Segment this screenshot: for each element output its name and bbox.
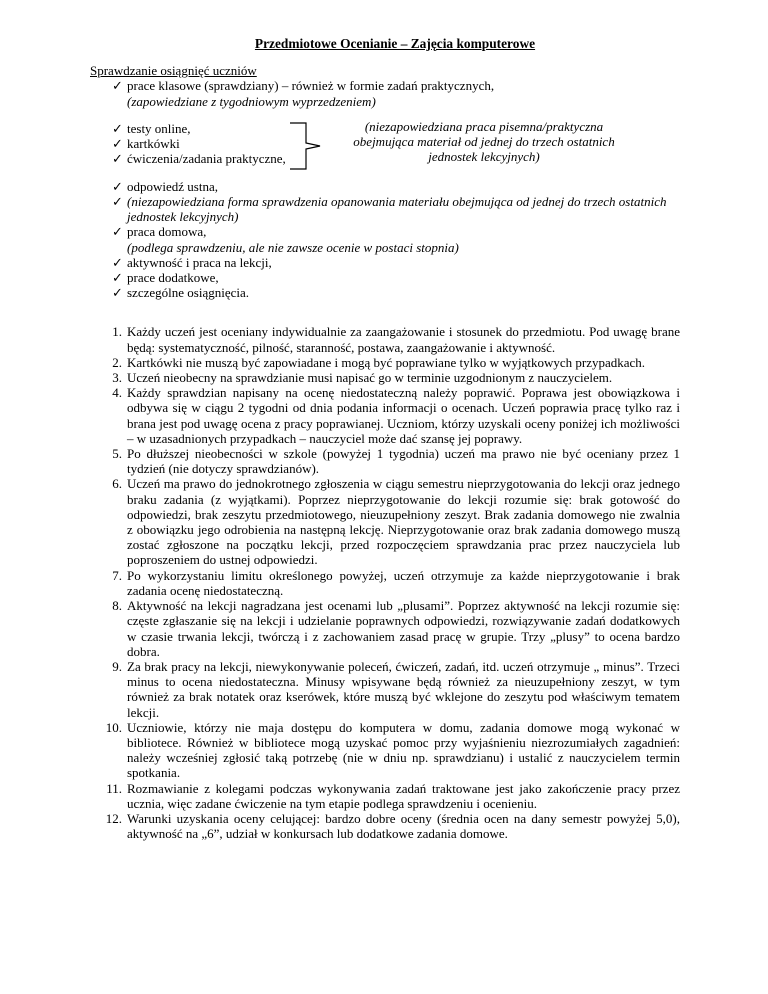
list-item-text: testy online, <box>127 120 191 136</box>
rule-number: 11. <box>106 780 122 796</box>
rule-text: Uczeń nieobecny na sprawdzianie musi napisać go w terminie uzgodnionym z nauczycielem. <box>127 370 613 386</box>
check-mark-icon: ✓ <box>112 285 123 301</box>
rule-item <box>90 476 680 567</box>
list-item-text: prace klasowe (sprawdziany) – również w formie zadań praktycznych, <box>127 78 495 94</box>
rule-text: Aktywność na lekcji nagradzana jest ocenami lub „plusami”. Poprzez aktywność na lekcji rozumie się: częste zgłaszanie się na lekcji i udzielanie poprawnych odpowiedzi, rozwiązywanie zadań dodatkowych w czasie trwania lekcji, twórczą i z zachowaniem zasad pracę w grupie. Trzy „plusy” to ocena bardzo dobra. <box>127 598 680 659</box>
rule-number: 9. <box>112 658 122 674</box>
rule-item <box>90 324 680 354</box>
rule-item <box>90 370 680 385</box>
rule-text: Każdy sprawdzian napisany na ocenę niedostateczną należy poprawić. Poprawa jest obowiązkowa i odbywa się w ciągu 2 tygodni od dnia podania informacji o ocenach. Uczeń poprawia pracę tylko raz i brana jest pod uwagę ocena z pracy poprawianej. Uczniom, którzy uzyskali oceny poniżej ich możliwości – w uzasadnionych przypadkach – nauczyciel może dać szansę jej poprawy. <box>127 385 680 446</box>
list-item-note: (niezapowiedziana forma sprawdzenia opanowania materiału obejmująca od jednej do trzech ostatnich jednostek lekcyjnych) <box>127 194 667 225</box>
check-mark-icon: ✓ <box>112 78 123 94</box>
rule-item <box>90 781 680 811</box>
list-item-text: aktywność i praca na lekcji, <box>127 254 272 270</box>
rule-text: Po wykorzystaniu limitu określonego powyżej, uczeń otrzymuje za każde nieprzygotowanie i brak zadania ocenę niedostateczną. <box>127 567 680 598</box>
list-item <box>90 179 680 194</box>
list-item-note: (zapowiedziane z tygodniowym wyprzedzeniem) <box>127 93 376 109</box>
list-item-text: praca domowa, <box>127 224 207 240</box>
check-mark-icon: ✓ <box>112 136 123 152</box>
list-item-note: (podlega sprawdzeniu, ale nie zawsze ocenie w postaci stopnia) <box>127 239 459 255</box>
rule-item <box>90 385 680 446</box>
grouped-items <box>90 118 680 167</box>
rule-text: Każdy uczeń jest oceniany indywidualnie za zaangażowanie i stosunek do przedmiotu. Pod uwagę brane będą: systematyczność, pilność, staranność, postawa, zaangażowanie i aktywność. <box>127 324 680 355</box>
list-item <box>90 270 680 285</box>
rule-number: 5. <box>112 446 122 462</box>
rule-item <box>90 720 680 781</box>
rule-text: Kartkówki nie muszą być zapowiadane i mogą być poprawiane tylko w wyjątkowych przypadkach. <box>127 354 646 370</box>
rule-number: 8. <box>112 598 122 614</box>
rule-item <box>90 568 680 598</box>
list-item-text: prace dodatkowe, <box>127 270 219 286</box>
rule-item <box>90 811 680 841</box>
rule-item <box>90 598 680 659</box>
rule-text: Uczniowie, którzy nie maja dostępu do komputera w domu, zadania domowe mogą wykonać w bibliotece. Również w bibliotece mogą uzyskać pomoc przy wyjaśnieniu niezrozumiałych zagadnień: należy wcześniej zgłosić taką potrzebę (nie w dniu np. sprawdzianu) i ustalić z nauczycielem termin spotkania. <box>127 719 680 781</box>
check-mark-icon: ✓ <box>112 194 123 210</box>
check-mark-icon: ✓ <box>112 254 123 270</box>
rules-list <box>90 324 680 841</box>
check-mark-icon: ✓ <box>112 270 123 286</box>
rule-text: Uczeń ma prawo do jednokrotnego zgłoszenia w ciągu semestru nieprzygotowania do lekcji oraz jednego braku zadania (z wyjątkami). Poprzez nieprzygotowanie do lekcji rozumie się: brak gotowość do odpowiedzi, brak zeszytu przedmiotowego, nieuzupełniony zeszyt. Brak zadania domowego nie zwalnia z obowiązku jego odrobienia na następną lekcję. Nieprzygotowanie oraz brak zadania domowego muszą zostać zgłoszone na początku lekcji, przed rozpoczęciem sprawdzania prac przez nauczyciela lub poproszeniem do ustnej odpowiedzi. <box>127 476 680 568</box>
group-note: (niezapowiedziana praca pisemna/praktyczna obejmująca materiał od jednej do trzech ostatnich jednostek lekcyjnych) <box>353 118 615 165</box>
rule-number: 3. <box>112 370 122 386</box>
list-item-text: szczególne osiągnięcia. <box>127 285 249 301</box>
rule-number: 12. <box>105 810 122 826</box>
check-mark-icon: ✓ <box>112 151 123 167</box>
right-curly-brace-icon <box>286 121 326 171</box>
list-item-text: odpowiedź ustna, <box>127 178 218 194</box>
rule-item <box>90 355 680 370</box>
document-page <box>90 36 680 841</box>
list-item-text: kartkówki <box>127 136 180 152</box>
rule-number: 6. <box>112 476 122 492</box>
rule-item <box>90 446 680 476</box>
rule-number: 7. <box>112 567 122 583</box>
rule-item <box>90 659 680 720</box>
check-mark-icon: ✓ <box>112 224 123 240</box>
list-item-text: ćwiczenia/zadania praktyczne, <box>127 151 286 167</box>
rule-text: Po dłuższej nieobecności w szkole (powyżej 1 tygodnia) uczeń ma prawo nie być oceniany przez 1 tydzień (nie dotyczy sprawdzianów). <box>127 446 680 477</box>
rule-number: 2. <box>112 354 122 370</box>
rule-text: Rozmawianie z kolegami podczas wykonywania zadań traktowane jest jako zakończenie pracy przez ucznia, więc zadane ćwiczenie na tym etapie podlega sprawdzeniu i ocenieniu. <box>127 780 680 811</box>
list-item <box>90 285 680 300</box>
rule-text: Za brak pracy na lekcji, niewykonywanie poleceń, ćwiczeń, zadań, itd. uczeń otrzymuje „ minus”. Trzeci minus to ocena niedostateczna. Minusy wpisywane będą również za nieuzupełniony zeszyt, w tym również za brak notatek oraz kserówek, które muszą być wklejone do zeszytu pod właściwym tematem lekcji. <box>127 658 680 720</box>
list-item <box>90 224 680 239</box>
rule-number: 1. <box>112 324 122 340</box>
rule-number: 4. <box>112 385 122 401</box>
rule-number: 10. <box>105 719 122 735</box>
section-heading: Sprawdzanie osiągnięć uczniów <box>90 63 257 79</box>
document-title: Przedmiotowe Ocenianie – Zajęcia komputerowe <box>254 36 536 51</box>
check-mark-icon: ✓ <box>112 178 123 194</box>
check-mark-icon: ✓ <box>112 120 123 136</box>
list-item <box>90 194 680 224</box>
rule-text: Warunki uzyskania oceny celującej: bardzo dobre oceny (średnia ocen na dany semestr powyżej 5,0), aktywność na „6”, udział w konkursach lub dodatkowe zadania domowe. <box>127 810 680 842</box>
list-item <box>90 255 680 270</box>
list-item <box>90 78 680 93</box>
